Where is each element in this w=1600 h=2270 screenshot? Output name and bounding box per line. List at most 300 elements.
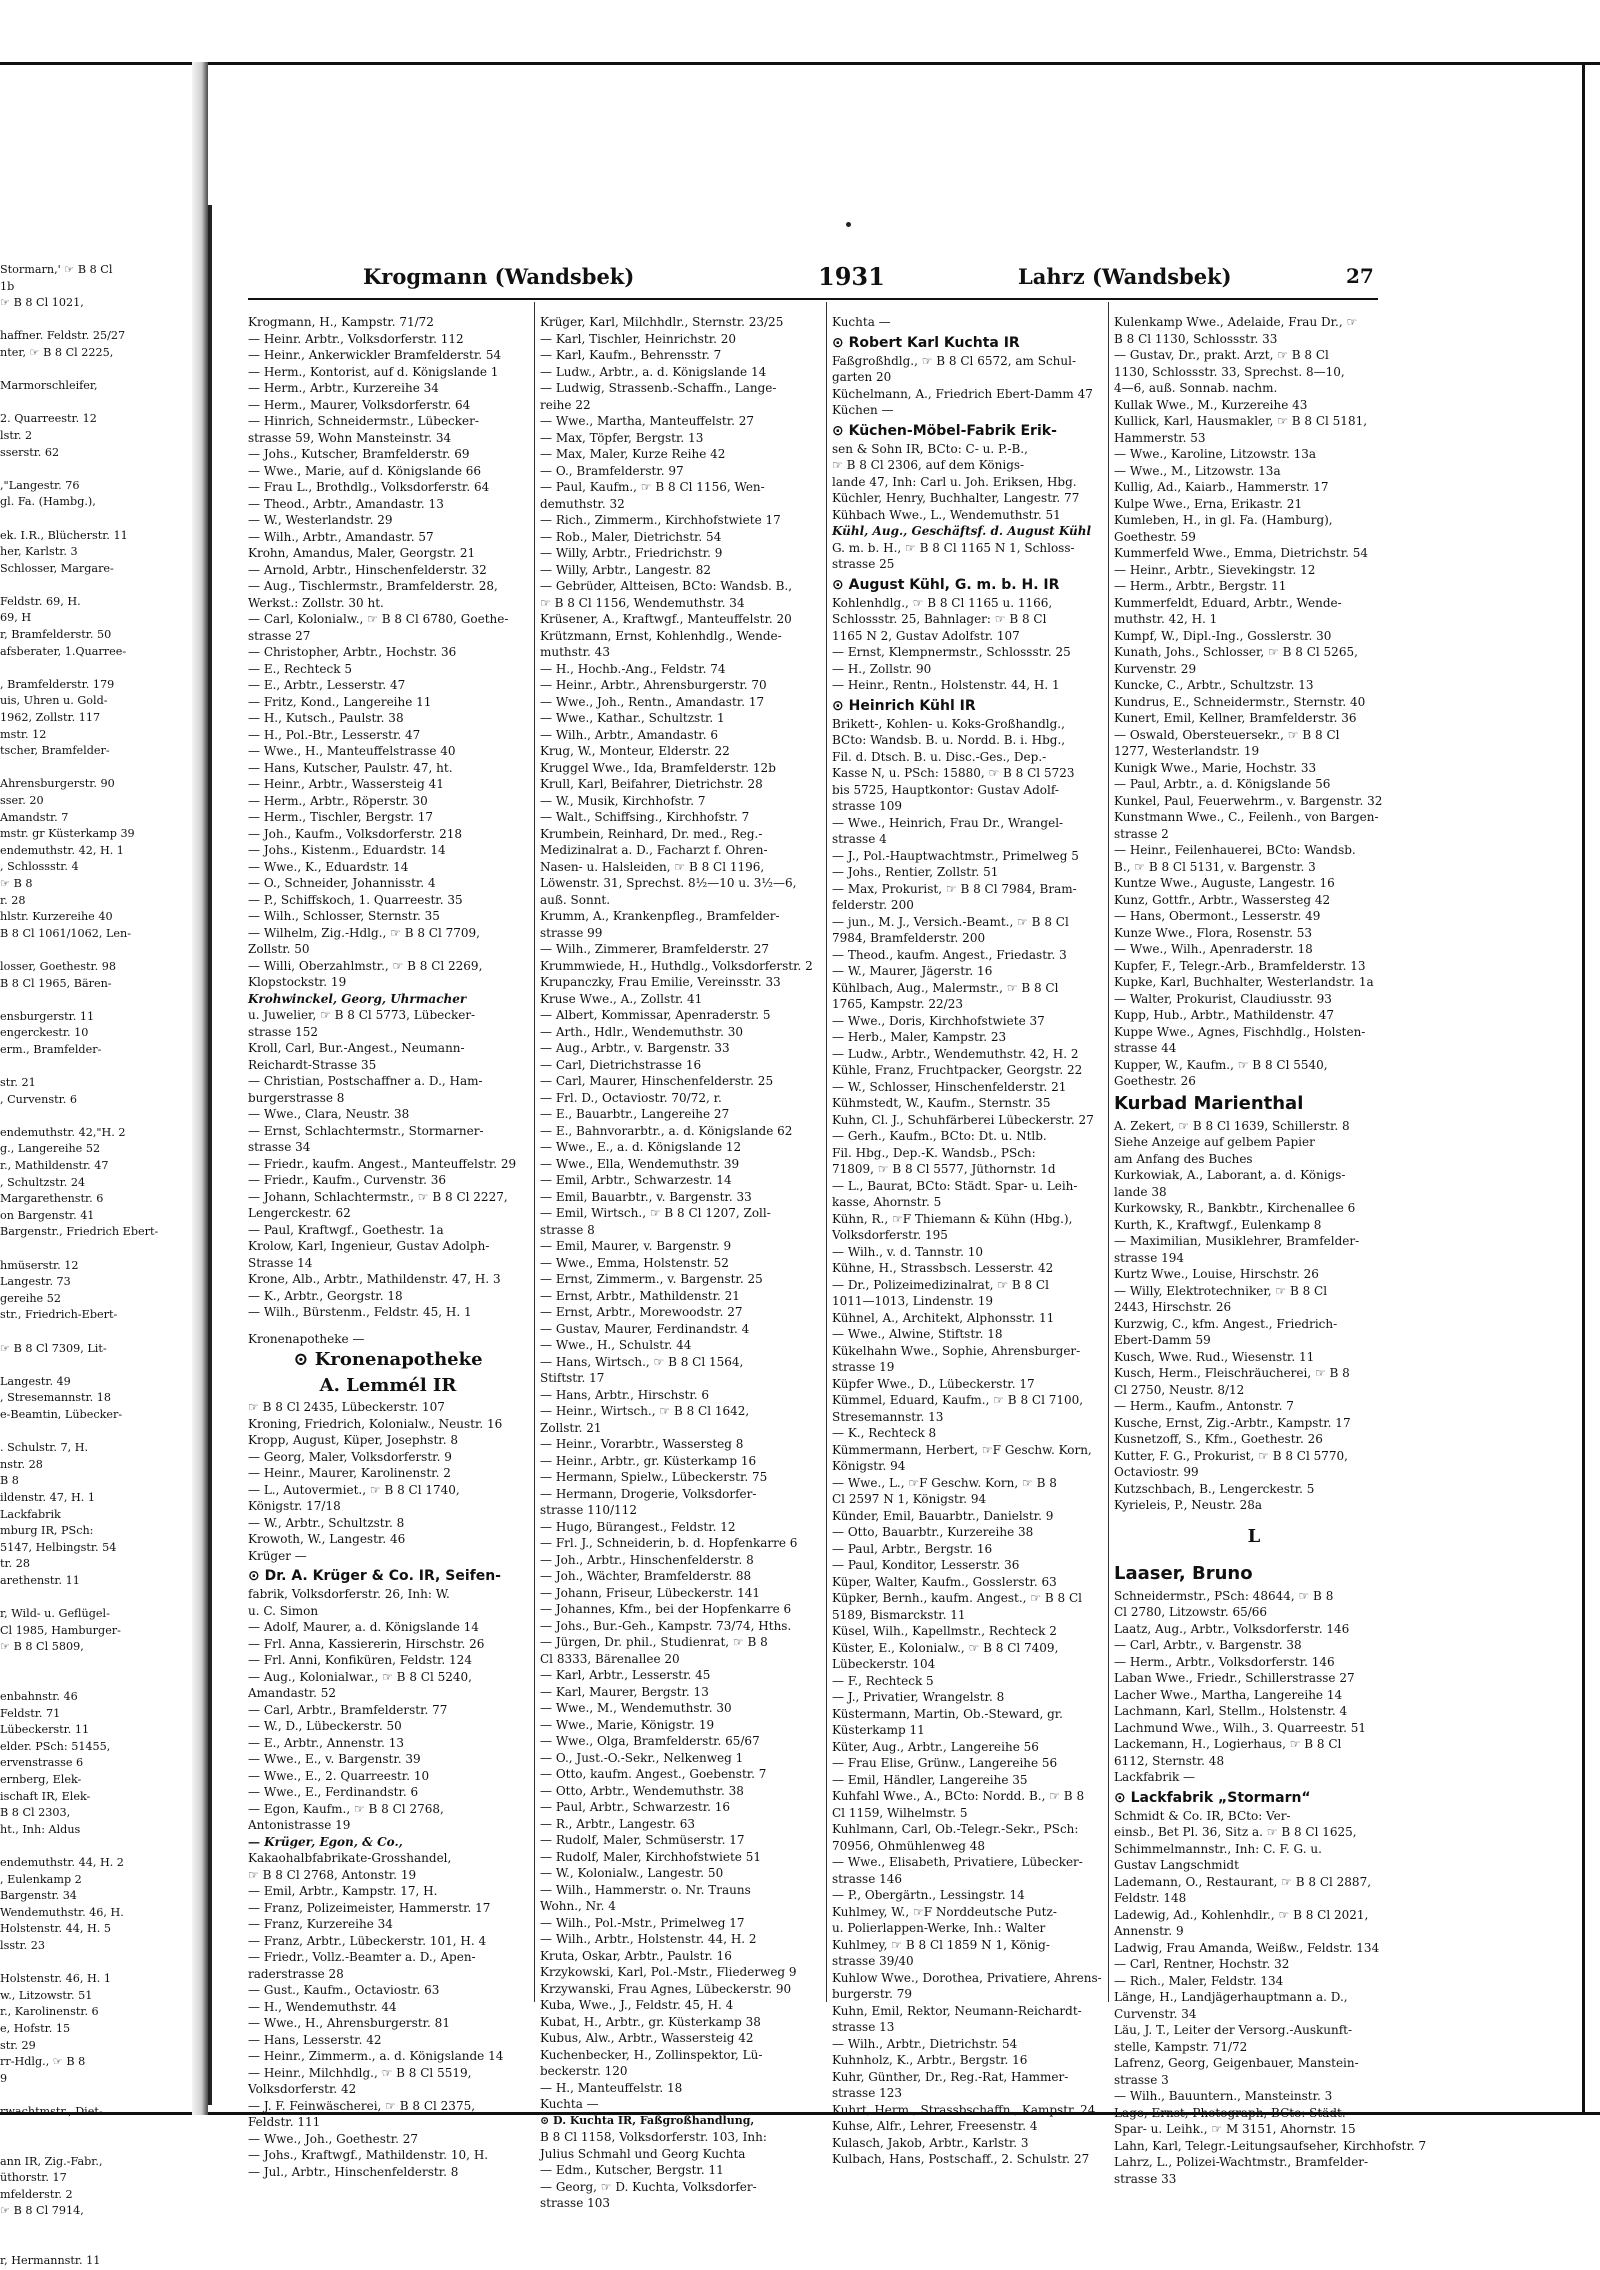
directory-entry: — E., Bahnvorarbtr., a. d. Königslande 62 [540,1123,793,1138]
directory-entry: — Carl, Rentner, Hochstr. 32 [1114,1957,1290,1971]
directory-heading: Laaser, Bruno [1114,1562,1253,1584]
directory-entry: — Ludw., Arbtr., Wendemuthstr. 42, H. 2 [832,1046,1079,1061]
directory-entry: Fil. d. Dtsch. B. u. Disc.-Ges., Dep.- [832,749,1047,764]
directory-entry: Königstr. 17/18 [248,1499,341,1513]
directory-entry: — Jul., Arbtr., Hinschenfelderstr. 8 [248,2164,459,2179]
fragment-line: B 8 [0,1474,19,1488]
directory-entry: A. Lemmél IR [319,1375,457,1396]
directory-entry: burgerstr. 79 [832,1987,912,2001]
directory-entry: strasse 123 [832,2086,903,2100]
directory-entry: — Wilh., Bürstenm., Feldstr. 45, H. 1 [248,1305,472,1319]
directory-entry: — Hans, Obermont., Lesserstr. 49 [1114,909,1321,923]
directory-entry: — O., Just.-O.-Sekr., Nelkenweg 1 [540,1750,744,1765]
fragment-line: Margarethenstr. 6 [0,1192,104,1206]
directory-entry: Kuntze Wwe., Auguste, Langestr. 16 [1114,876,1335,890]
fragment-line: ildenstr. 47, H. 1 [0,1490,95,1504]
directory-entry: — Georg, Maler, Volksdorferstr. 9 [248,1449,452,1464]
directory-entry: strasse 34 [248,1140,311,1154]
directory-entry: Kruggel Wwe., Ida, Bramfelderstr. 12b [540,760,776,775]
fragment-line: 2. Quarreestr. 12 [0,412,97,426]
fragment-line [0,1672,190,1689]
directory-entry: Kusch, Herm., Fleischräucherei, ☞ B 8 [1114,1366,1350,1380]
directory-entry: — Wilh., Schlosser, Sternstr. 35 [248,909,440,923]
directory-entry: — Carl, Arbtr., Bramfelderstr. 77 [248,1702,448,1717]
directory-entry: Küsterkamp 11 [832,1723,925,1737]
directory-heading: ⊙ August Kühl, G. m. b. H. IR [832,576,1060,593]
fragment-line: sser. 20 [0,794,44,807]
fragment-line [0,2237,190,2254]
fragment-line: str., Friedrich-Ebert- [0,1308,118,1322]
directory-entry: Schmidt & Co. IR, BCto: Ver- [1114,1808,1291,1823]
directory-entry: ☞ B 8 Cl 1156, Wendemuthstr. 34 [540,595,745,610]
directory-entry: — Willy, Arbtr., Friedrichstr. 9 [540,546,723,560]
directory-entry: Kuhlmey, W., ☞F Norddeutsche Putz- [832,1904,1057,1919]
directory-entry: strasse 25 [832,557,895,571]
directory-entry: Ebert-Damm 59 [1114,1333,1211,1347]
directory-entry: — J., Privatier, Wrangelstr. 8 [832,1690,1005,1704]
fragment-line: on Bargenstr. 41 [0,1208,95,1222]
directory-entry: Krone, Alb., Arbtr., Mathildenstr. 47, H. 3 [248,1272,501,1286]
directory-entry: Kutter, F. G., Prokurist, ☞ B 8 Cl 5770, [1114,1448,1348,1463]
directory-entry: 1130, Schlossstr. 33, Sprechst. 8—10, [1114,364,1345,379]
directory-entry: felderstr. 200 [832,898,914,912]
directory-entry: burgerstrasse 8 [248,1090,345,1105]
directory-entry: — Ernst, Klempnermstr., Schlossstr. 25 [832,645,1071,659]
directory-entry: strasse 194 [1114,1250,1185,1265]
directory-entry: — Heinr., Arbtr., gr. Küsterkamp 16 [540,1453,757,1468]
directory-entry: — E., Bauarbtr., Langereihe 27 [540,1107,730,1121]
directory-entry: — W., Kolonialw., Langestr. 50 [540,1866,724,1880]
directory-entry: Kümmermann, Herbert, ☞F Geschw. Korn, [832,1442,1092,1457]
directory-entry: strasse 59, Wohn Mansteinstr. 34 [248,430,452,445]
directory-entry: Küter, Aug., Arbtr., Langereihe 56 [832,1739,1039,1754]
directory-entry: — Heinr., Arbtr., Ahrensburgerstr. 70 [540,678,767,692]
directory-entry: — Joh., Kaufm., Volksdorferstr. 218 [248,826,463,841]
directory-entry: Kullig, Ad., Kaiarb., Hammerstr. 17 [1114,480,1329,494]
fragment-line: her, Karlstr. 3 [0,545,78,559]
directory-entry: 1765, Kampstr. 22/23 [832,997,963,1011]
directory-entry: Lackemann, H., Logierhaus, ☞ B 8 Cl [1114,1737,1342,1751]
directory-entry: u. Juwelier, ☞ B 8 Cl 5773, Lübecker- [248,1008,476,1022]
directory-entry: strasse 2 [1114,826,1169,841]
directory-entry: — Wwe., Joh., Goethestr. 27 [248,2131,419,2146]
directory-entry: Cl 8333, Bärenallee 20 [540,1651,680,1666]
fragment-line: r. 28 [0,893,26,907]
fragment-line: endemuthstr. 42,"H. 2 [0,1125,126,1139]
directory-entry: — Wwe., Alwine, Stiftstr. 18 [832,1327,1003,1341]
directory-heading: ⊙ Robert Karl Kuchta IR [832,334,1020,351]
fragment-line [0,1108,190,1125]
directory-entry: — L., Baurat, BCto: Städt. Spar- u. Leih- [832,1178,1078,1193]
fragment-line: tscher, Bramfelder- [0,744,110,758]
directory-entry: 6112, Sternstr. 48 [1114,1753,1225,1768]
directory-entry: — Johs., Kutscher, Bramfelderstr. 69 [248,447,470,461]
directory-entry: — Herm., Kaufm., Antonstr. 7 [1114,1399,1294,1413]
directory-entry: — Heinr., Maurer, Karolinenstr. 2 [248,1466,451,1480]
directory-entry: Lacher Wwe., Martha, Langereihe 14 [1114,1687,1343,1702]
directory-entry: Kümmel, Eduard, Kaufm., ☞ B 8 Cl 7100, [832,1393,1084,1407]
directory-entry: Kuhlmey, ☞ B 8 Cl 1859 N 1, König- [832,1937,1050,1952]
directory-entry: Kuhnholz, K., Arbtr., Bergstr. 16 [832,2053,1028,2067]
directory-entry: beckerstr. 120 [540,2064,628,2078]
fragment-line: arethenstr. 11 [0,1573,80,1587]
directory-entry: Goethestr. 59 [1114,529,1196,544]
directory-entry: Brikett-, Kohlen- u. Koks-Großhandlg., [832,716,1065,731]
fragment-line: tr. 28 [0,1557,30,1571]
directory-entry: Hammerstr. 53 [1114,430,1206,445]
fragment-line: Langestr. 73 [0,1275,71,1289]
directory-entry: — Johannes, Kfm., bei der Hopfenkarre 6 [540,1602,792,1616]
fragment-line [0,1357,190,1374]
fragment-line: 9 [0,2071,8,2085]
directory-entry: — H., Zollstr. 90 [832,661,932,676]
directory-entry: — Emil, Maurer, v. Bargenstr. 9 [540,1239,732,1253]
fragment-line: , Schlossstr. 4 [0,860,79,874]
directory-entry: Kropp, August, Küper, Josephstr. 8 [248,1433,458,1447]
directory-entry: strasse 103 [540,2196,611,2210]
directory-entry: — Hermann, Spielw., Lübeckerstr. 75 [540,1470,768,1484]
fragment-line [0,395,190,412]
directory-entry: Kuchenbecker, H., Zollinspektor, Lü- [540,2047,763,2062]
directory-entry: Reichardt-Strasse 35 [248,1057,377,1072]
directory-entry: — Friedr., Kaufm., Curvenstr. 36 [248,1173,447,1187]
directory-entry: — Wwe., Karoline, Litzowstr. 13a [1114,447,1317,461]
column-2 [540,314,820,2210]
fragment-line [0,1059,190,1076]
directory-entry: — Frl. Anna, Kassiererin, Hirschstr. 26 [248,1636,485,1651]
directory-entry: — Otto, kaufm. Angest., Goebenstr. 7 [540,1767,767,1781]
directory-entry: — Krüger, Egon, & Co., [248,1834,403,1849]
directory-entry: — Wwe., M., Litzowstr. 13a [1114,463,1281,478]
fragment-line: 69, H [0,611,32,625]
fragment-line: ernberg, Elek- [0,1773,82,1787]
directory-entry: muthstr. 43 [540,645,610,659]
directory-entry: Kuhn, Cl. J., Schuhfärberei Lübeckerstr. 27 [832,1112,1094,1127]
directory-entry: Kruse Wwe., A., Zollstr. 41 [540,991,703,1006]
directory-entry: Goethestr. 26 [1114,1074,1196,1088]
directory-entry: — W., Schlosser, Hinschenfelderstr. 21 [832,1079,1067,1094]
directory-entry: — Karl, Tischler, Heinrichstr. 20 [540,331,737,346]
directory-entry: Kupp, Hub., Arbtr., Mathildenstr. 47 [1114,1008,1334,1022]
fragment-line: r., Mathildenstr. 47 [0,1159,109,1173]
directory-entry: — Wwe., H., Manteuffelstrasse 40 [248,744,456,758]
directory-entry: Schlossstr. 25, Bahnlager: ☞ B 8 Cl [832,612,1047,626]
directory-entry: — Ludw., Arbtr., a. d. Königslande 14 [540,364,767,379]
directory-entry: Wohn., Nr. 4 [540,1899,616,1913]
fragment-line: ☞ B 8 Cl 7914, [0,2204,84,2218]
directory-entry: — Adolf, Maurer, a. d. Königslande 14 [248,1620,479,1634]
fragment-line: ht., Inh: Aldus [0,1822,81,1836]
directory-entry: Kunze Wwe., Flora, Rosenstr. 53 [1114,925,1312,940]
directory-entry: Kroll, Carl, Bur.-Angest., Neumann- [248,1041,465,1055]
directory-entry: — Jürgen, Dr. phil., Studienrat, ☞ B 8 [540,1635,768,1649]
directory-entry: — Heinr., Arbtr., Wassersteig 41 [248,777,444,791]
ornament-dot [846,222,851,227]
directory-entry: Kühlbach, Aug., Malermstr., ☞ B 8 Cl [832,980,1059,995]
directory-entry: — Hans, Kutscher, Paulstr. 47, ht. [248,760,453,775]
directory-entry: Krowoth, W., Langestr. 46 [248,1532,406,1546]
page-number: 27 [1346,264,1374,288]
directory-entry: — J., Pol.-Hauptwachtmstr., Primelweg 5 [832,848,1079,863]
fragment-line: e-Beamtin, Lübecker- [0,1407,123,1421]
directory-entry: Löwenstr. 31, Sprechst. 8½—10 u. 3½—6, [540,876,797,890]
directory-entry: — Wwe., Marie, Königstr. 19 [540,1717,715,1732]
directory-entry: auß. Sonnt. [540,892,611,907]
directory-entry: — Herb., Maler, Kampstr. 23 [832,1030,1007,1044]
directory-entry: Krumbein, Reinhard, Dr. med., Reg.- [540,826,763,841]
directory-entry: — jun., M. J., Versich.-Beamt., ☞ B 8 Cl [832,914,1069,929]
directory-entry: — E., Arbtr., Annenstr. 13 [248,1735,405,1750]
fragment-line: haffner. Feldstr. 25/27 [0,329,126,343]
directory-heading: ⊙ Küchen-Möbel-Fabrik Erik- [832,422,1057,439]
directory-entry: demuthstr. 32 [540,496,625,511]
book-binding-gutter [192,62,208,2115]
directory-entry: Länge, H., Landjägerhauptmann a. D., [1114,1990,1348,2004]
directory-entry: — Paul, Arbtr., a. d. Königslande 56 [1114,777,1331,791]
directory-entry: Kunkel, Paul, Feuerwehrm., v. Bargenstr. 32 [1114,793,1383,808]
directory-entry: Kühle, Franz, Fruchtpacker, Georgstr. 22 [832,1063,1083,1077]
directory-entry: — P., Obergärtn., Lessingstr. 14 [832,1888,1025,1902]
directory-entry: Küpfer Wwe., D., Lübeckerstr. 17 [832,1376,1035,1391]
directory-entry: Kunigk Wwe., Marie, Hochstr. 33 [1114,760,1317,775]
directory-entry: — Wilh., Pol.-Mstr., Primelweg 17 [540,1915,745,1930]
directory-entry: — Carl, Maurer, Hinschenfelderstr. 25 [540,1074,774,1088]
directory-entry: Krüsener, A., Kraftwgf., Manteuffelstr. 20 [540,612,792,626]
directory-entry: Kyrieleis, P., Neustr. 28a [1114,1498,1263,1512]
directory-entry: 2443, Hirschstr. 26 [1114,1300,1232,1314]
directory-entry: — Wilh., Arbtr., Amandastr. 6 [540,727,718,742]
directory-entry: — Willy, Arbtr., Langestr. 82 [540,562,711,577]
directory-entry: strasse 146 [832,1871,903,1886]
directory-entry: Lengerckestr. 62 [248,1206,351,1220]
directory-entry: — E., Arbtr., Lesserstr. 47 [248,678,406,692]
directory-entry: — Paul, Arbtr., Schwarzestr. 16 [540,1800,731,1814]
directory-entry: u. Polierlappen-Werke, Inh.: Walter [832,1921,1046,1935]
directory-entry: Kronenapotheke — [248,1331,365,1346]
directory-entry: — P., Schiffskoch, 1. Quarreestr. 35 [248,892,463,907]
directory-entry: — Heinr., Vorarbtr., Wassersteg 8 [540,1437,744,1451]
fragment-line: r, Bramfelderstr. 50 [0,628,112,642]
directory-entry: — Wilh., Bauuntern., Mansteinstr. 3 [1114,2089,1333,2103]
directory-entry: Kunz, Gottfr., Arbtr., Wassersteg 42 [1114,892,1331,907]
directory-entry: Küstermann, Martin, Ob.-Steward, gr. [832,1706,1063,1721]
directory-entry: Lachmund Wwe., Wilh., 3. Quarreestr. 51 [1114,1720,1366,1735]
directory-entry: Kühl, Aug., Geschäftsf. d. August Kühl [832,524,1092,538]
directory-entry: Kusche, Ernst, Zig.-Arbtr., Kampstr. 17 [1114,1415,1351,1430]
directory-entry: — Wwe., E., 2. Quarreestr. 10 [248,1768,430,1783]
directory-entry: — Herm., Kontorist, auf d. Königslande 1 [248,364,499,379]
fragment-line: . Schulstr. 7, H. [0,1441,89,1455]
directory-entry: — Heinr., Milchhdlg., ☞ B 8 Cl 5519, [248,2065,472,2080]
directory-entry: ☞ B 8 Cl 2768, Antonstr. 19 [248,1867,417,1882]
directory-entry: — Hugo, Bürangest., Feldstr. 12 [540,1519,736,1534]
directory-entry: Küchelmann, A., Friedrich Ebert-Damm 47 [832,386,1093,401]
directory-entry: — Rudolf, Maler, Kirchhofstwiete 51 [540,1849,761,1864]
column-divider [826,302,827,2002]
column-3 [832,314,1112,2166]
directory-entry: — O., Schneider, Johannisstr. 4 [248,876,436,890]
fragment-line: ☞ B 8 Cl 7309, Lit- [0,1341,107,1355]
directory-entry: Kummerfeldt, Eduard, Arbtr., Wende- [1114,595,1342,610]
directory-entry: — Hermann, Drogerie, Volksdorfer- [540,1486,757,1501]
directory-entry: — Rich., Zimmerm., Kirchhofstwiete 17 [540,513,781,527]
directory-entry: — Heinr. Arbtr., Volksdorferstr. 112 [248,331,464,346]
directory-entry: — Oswald, Obersteuersekr., ☞ B 8 Cl [1114,727,1340,742]
directory-entry: strasse 27 [248,628,311,643]
directory-heading: ⊙ Lackfabrik „Stormarn“ [1114,1789,1311,1806]
directory-entry [248,1321,528,1331]
fragment-line [0,1324,190,1341]
directory-entry: — Herm., Arbtr., Röperstr. 30 [248,793,428,808]
directory-entry: — H., Kutsch., Paulstr. 38 [248,711,404,725]
directory-entry: — L., Autovermiet., ☞ B 8 Cl 1740, [248,1482,460,1497]
directory-entry: — Wwe., Elisabeth, Privatiere, Lübecker- [832,1855,1083,1869]
fragment-line: ensburgerstr. 11 [0,1009,95,1023]
directory-entry: — Wilh., Arbtr., Amandastr. 57 [248,529,434,544]
directory-entry: Kuhse, Alfr., Lehrer, Freesenstr. 4 [832,2119,1038,2133]
directory-entry: Kurvenstr. 29 [1114,661,1197,676]
directory-entry: Kusch, Wwe. Rud., Wiesenstr. 11 [1114,1349,1315,1364]
fragment-line [0,2137,190,2154]
directory-entry: Kurkowiak, A., Laborant, a. d. Königs- [1114,1168,1346,1182]
directory-entry: Kuhrt, Herm., Strassbschaffn., Kampstr. 24 [832,2102,1096,2117]
directory-entry: Lachmann, Karl, Stellm., Holstenstr. 4 [1114,1704,1348,1718]
directory-entry: — Wwe., Ella, Wendemuthstr. 39 [540,1156,740,1171]
fragment-line: , Eulenkamp 2 [0,1872,82,1886]
directory-entry: — Hans, Arbtr., Hirschstr. 6 [540,1387,710,1402]
directory-entry: ⊙ Kronenapotheke [293,1349,483,1370]
directory-entry: — Fritz, Kond., Langereihe 11 [248,694,432,709]
fragment-line [0,1241,190,1258]
directory-entry: Krohn, Amandus, Maler, Georgstr. 21 [248,546,476,560]
directory-entry: — Georg, ☞ D. Kuchta, Volksdorfer- [540,2179,757,2194]
directory-entry [1114,1550,1394,1560]
directory-entry: — J. F. Feinwäscherei, ☞ B 8 Cl 2375, [248,2098,476,2113]
fragment-line [0,992,190,1009]
fragment-line: mstr. gr Küsterkamp 39 [0,827,135,841]
fragment-line [0,577,190,594]
directory-entry: — Heinr., Arbtr., Sievekingstr. 12 [1114,562,1316,577]
directory-entry: Kumleben, H., in gl. Fa. (Hamburg), [1114,513,1333,527]
directory-entry: — Albert, Kommissar, Apenraderstr. 5 [540,1008,771,1022]
fragment-line: str. 29 [0,2038,36,2052]
directory-entry: Krumm, A., Krankenpfleg., Bramfelder- [540,909,780,923]
directory-entry: — Herm., Tischler, Bergstr. 17 [248,810,434,824]
directory-entry: — Wwe., H., Schulstr. 44 [540,1338,692,1352]
directory-entry: Kupper, W., Kaufm., ☞ B 8 Cl 5540, [1114,1057,1328,1072]
fragment-line: Ahrensburgerstr. 90 [0,777,115,791]
directory-entry: — Emil, Bauarbtr., v. Bargenstr. 33 [540,1189,752,1204]
directory-entry: Kuhr, Günther, Dr., Reg.-Rat, Hammer- [832,2069,1069,2084]
directory-entry: Kasse N, u. PSch: 15880, ☞ B 8 Cl 5723 [832,766,1075,780]
directory-entry: — Paul, Kaufm., ☞ B 8 Cl 1156, Wen- [540,480,765,494]
directory-entry: — Aug., Arbtr., v. Bargenstr. 33 [540,1041,730,1055]
directory-entry: Kurtz Wwe., Louise, Hirschstr. 26 [1114,1267,1319,1281]
directory-entry: Kuchta — [832,315,891,329]
fragment-line: , Bramfelderstr. 179 [0,677,115,691]
directory-entry: Antonistrasse 19 [248,1818,351,1832]
directory-entry: — Heinr., Rentn., Holstenstr. 44, H. 1 [832,678,1060,692]
directory-entry: Krohwinckel, Georg, Uhrmacher [248,991,467,1006]
directory-entry: — Emil, Wirtsch., ☞ B 8 Cl 1207, Zoll- [540,1206,771,1220]
header-rule [248,298,1378,300]
directory-heading: ⊙ Dr. A. Krüger & Co. IR, Seifen- [248,1568,501,1584]
directory-entry: A. Zekert, ☞ B 8 Cl 1639, Schillerstr. 8 [1114,1118,1350,1133]
fragment-line: , Curvenstr. 6 [0,1092,77,1106]
directory-entry: — F., Rechteck 5 [832,1673,934,1688]
fragment-line: r, Wild- u. Geflügel- [0,1607,110,1621]
directory-entry: Kuppe Wwe., Agnes, Fischhdlg., Holsten- [1114,1024,1366,1039]
directory-entry: — H., Manteuffelstr. 18 [540,2080,683,2095]
directory-entry: Stresemannstr. 13 [832,1409,944,1424]
directory-entry: — Paul, Konditor, Lesserstr. 36 [832,1558,1020,1572]
directory-entry: Kutzschbach, B., Lengerckestr. 5 [1114,1481,1315,1496]
directory-entry: — Ernst, Schlachtermstr., Stormarner- [248,1123,484,1138]
directory-entry: Krzywanski, Frau Agnes, Lübeckerstr. 90 [540,1981,792,1996]
directory-entry: lande 47, Inh: Carl u. Joh. Eriksen, Hbg. [832,474,1077,489]
directory-entry: — Walter, Prokurist, Claudiusstr. 93 [1114,991,1332,1006]
directory-entry: Lafrenz, Georg, Geigenbauer, Manstein- [1114,2056,1359,2070]
directory-entry: stelle, Kampstr. 71/72 [1114,2039,1248,2054]
directory-entry: B., ☞ B 8 Cl 5131, v. Bargenstr. 3 [1114,859,1316,874]
directory-heading: ⊙ Heinrich Kühl IR [832,697,976,714]
directory-entry: — Aug., Tischlermstr., Bramfelderstr. 28, [248,579,498,593]
directory-entry: — Edm., Kutscher, Bergstr. 11 [540,2163,724,2177]
directory-entry: Krull, Karl, Beifahrer, Dietrichstr. 28 [540,777,763,791]
fragment-line [0,362,190,379]
fragment-line: erm., Bramfelder- [0,1042,102,1056]
directory-entry: — Frl. Anni, Konfiküren, Feldstr. 124 [248,1653,472,1667]
directory-entry: — Friedr., kaufm. Angest., Manteuffelstr. 29 [248,1156,517,1171]
fragment-line: ,"Langestr. 76 [0,478,80,492]
directory-entry: Stiftstr. 17 [540,1371,605,1385]
directory-entry: Lage, Ernst, Photograph, BCto: Städt. [1114,2105,1346,2120]
directory-entry: — Wilh., Zimmerer, Bramfelderstr. 27 [540,942,769,956]
directory-entry: — Rob., Maler, Dietrichstr. 54 [540,529,722,544]
directory-entry: Siehe Anzeige auf gelbem Papier [1114,1135,1315,1149]
fragment-line: gereihe 52 [0,1291,61,1305]
directory-entry: — Otto, Bauarbtr., Kurzereihe 38 [832,1525,1034,1539]
fragment-line: mstr. 12 [0,727,47,741]
fragment-line [0,942,190,959]
directory-entry: — H., Wendemuthstr. 44 [248,1999,397,2014]
fragment-line: gl. Fa. (Hambg.), [0,495,96,509]
fragment-line: nter, ☞ B 8 Cl 2225, [0,345,114,359]
directory-entry: — Wwe., H., Ahrensburgerstr. 81 [248,2016,450,2030]
directory-entry: — Karl, Maurer, Bergstr. 13 [540,1684,709,1699]
fragment-line: ☞ B 8 [0,876,33,890]
directory-entry: — Karl, Arbtr., Lesserstr. 45 [540,1668,711,1682]
fragment-line: , Schultzstr. 24 [0,1175,86,1189]
directory-entry: — Paul, Kraftwgf., Goethestr. 1a [248,1222,444,1237]
fragment-line: 5147, Helbingstr. 54 [0,1540,117,1554]
directory-entry: am Anfang des Buches [1114,1151,1253,1166]
fragment-line: uis, Uhren u. Gold- [0,694,108,708]
directory-entry: — Wwe., M., Wendemuthstr. 30 [540,1701,732,1715]
fragment-line: sserstr. 62 [0,445,60,459]
fragment-line: Langestr. 49 [0,1374,71,1388]
directory-entry: Küchen — [832,403,894,417]
directory-entry: strasse 3 [1114,2072,1169,2087]
directory-entry: Krummwiede, H., Huthdlg., Volksdorferstr. 2 [540,958,813,973]
directory-entry: — Christian, Postschaffner a. D., Ham- [248,1074,483,1088]
directory-entry: — Wwe., E., v. Bargenstr. 39 [248,1752,421,1766]
directory-entry: — Frl. D., Octaviostr. 70/72, r. [540,1090,722,1105]
directory-entry: Julius Schmahl und Georg Kuchta [540,2146,746,2161]
directory-entry: Kupke, Karl, Buchhalter, Westerlandstr. 1a [1114,975,1374,989]
directory-entry: Kükelhahn Wwe., Sophie, Ahrensburger- [832,1343,1081,1358]
directory-entry: Krüger — [248,1548,307,1563]
